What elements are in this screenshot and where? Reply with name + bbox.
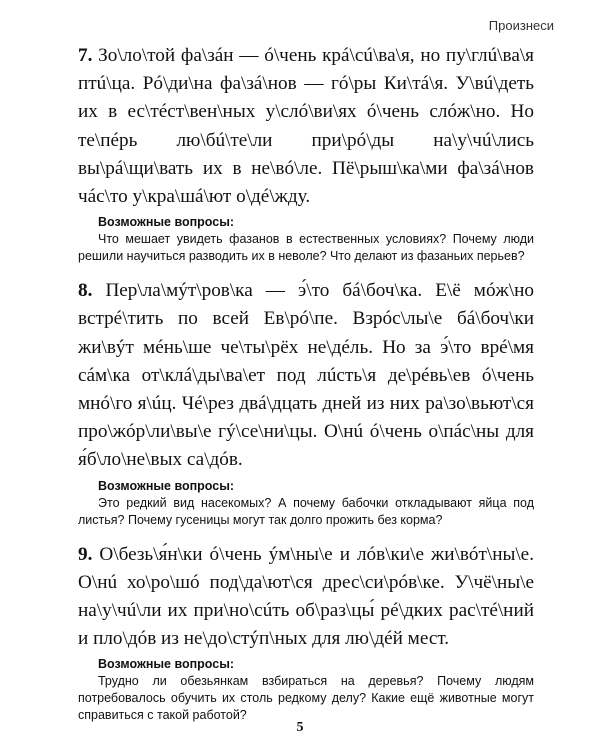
exercise-body: Пер\ла\мýт\ров\ка — э́\то бá\боч\ка. Е\ё мóж\но встрé\тить по всей Ев\рó\пе. Взрóс\лы\е бá\боч\ки жи\вýт мéнь\ше че\ты\рёх не\дéль. Но за э́\то врé\мя сáм\ка от\клá\ды\ва\ет под лúсть\я де\рéвь\ев ó\чень мнó\го я\úц. Чé\рез двá\дцать дней из них ра\зо\вьют\ся про\жóр\ли\вы\е гý\се\ни\цы. О\нú ó\чень о\пáс\ны для я́б\ло\не\вых са\дóв. bbox=[78, 280, 534, 471]
exercise-body: Зо\ло\той фа\зáн — ó\чень крá\сú\ва\я, но пу\глú\ва\я птú\ца. Рó\ди\на фа\зá\нов — гó\ры Ки\тá\я. У\вú\деть их в ес\тéст\вен\ных у\слó\ви\ях ó\чень слóж\но. Но те\пéрь лю\бú\те\ли при\рó\ды на\у\чú\лись вы\рá\щи\вать их в не\вó\ле. Пё\рыш\ка\ми фа\зá\нов чáс\то у\кра\шá\ют о\дé\жду. bbox=[78, 45, 534, 208]
questions-text: Трудно ли обезьянкам взбираться на деревья? Почему людям потребовалось обучить их столь редкому делу? Какие ещё животные могут справиться с такой работой? bbox=[78, 674, 534, 723]
page-content bbox=[78, 42, 534, 736]
exercise-body: О\безь\я́н\ки ó\чень ýм\ны\е и лóв\ки\е жи\вóт\ны\е. О\нú хо\ро\шó под\да\ют\ся дрес\си\рóв\ке. У\чё\ны\е на\у\чú\ли их при\но\сúть об\раз\цы́ рé\дких рас\тé\ний и пло\дóв из не\до\стýп\ных для лю\дéй мест. bbox=[78, 543, 534, 650]
exercise-number: 9. bbox=[78, 543, 93, 565]
questions-text: Что мешает увидеть фазанов в естественных условиях? Почему люди решили научиться разводить их в неволе? Что делают из фазаньих перьев? bbox=[78, 232, 534, 264]
exercise-number: 7. bbox=[78, 45, 93, 66]
exercise-text bbox=[78, 277, 534, 474]
questions-title: Возможные вопросы: bbox=[98, 215, 235, 230]
exercise-text bbox=[78, 541, 534, 654]
exercise-item-9 bbox=[78, 541, 534, 725]
exercise-number: 8. bbox=[78, 280, 93, 302]
exercise-item-8 bbox=[78, 277, 534, 528]
questions-title: Возможные вопросы: bbox=[98, 657, 235, 672]
questions-text: Это редкий вид насекомых? А почему бабочки откладывают яйца под листья? Почему гусеницы могут так долго прожить без корма? bbox=[78, 495, 534, 527]
exercise-item-7 bbox=[78, 42, 534, 265]
section-header: Произнеси bbox=[488, 18, 554, 33]
questions-title: Возможные вопросы: bbox=[98, 478, 235, 493]
exercise-text bbox=[78, 42, 534, 211]
page-number: 5 bbox=[296, 720, 304, 735]
